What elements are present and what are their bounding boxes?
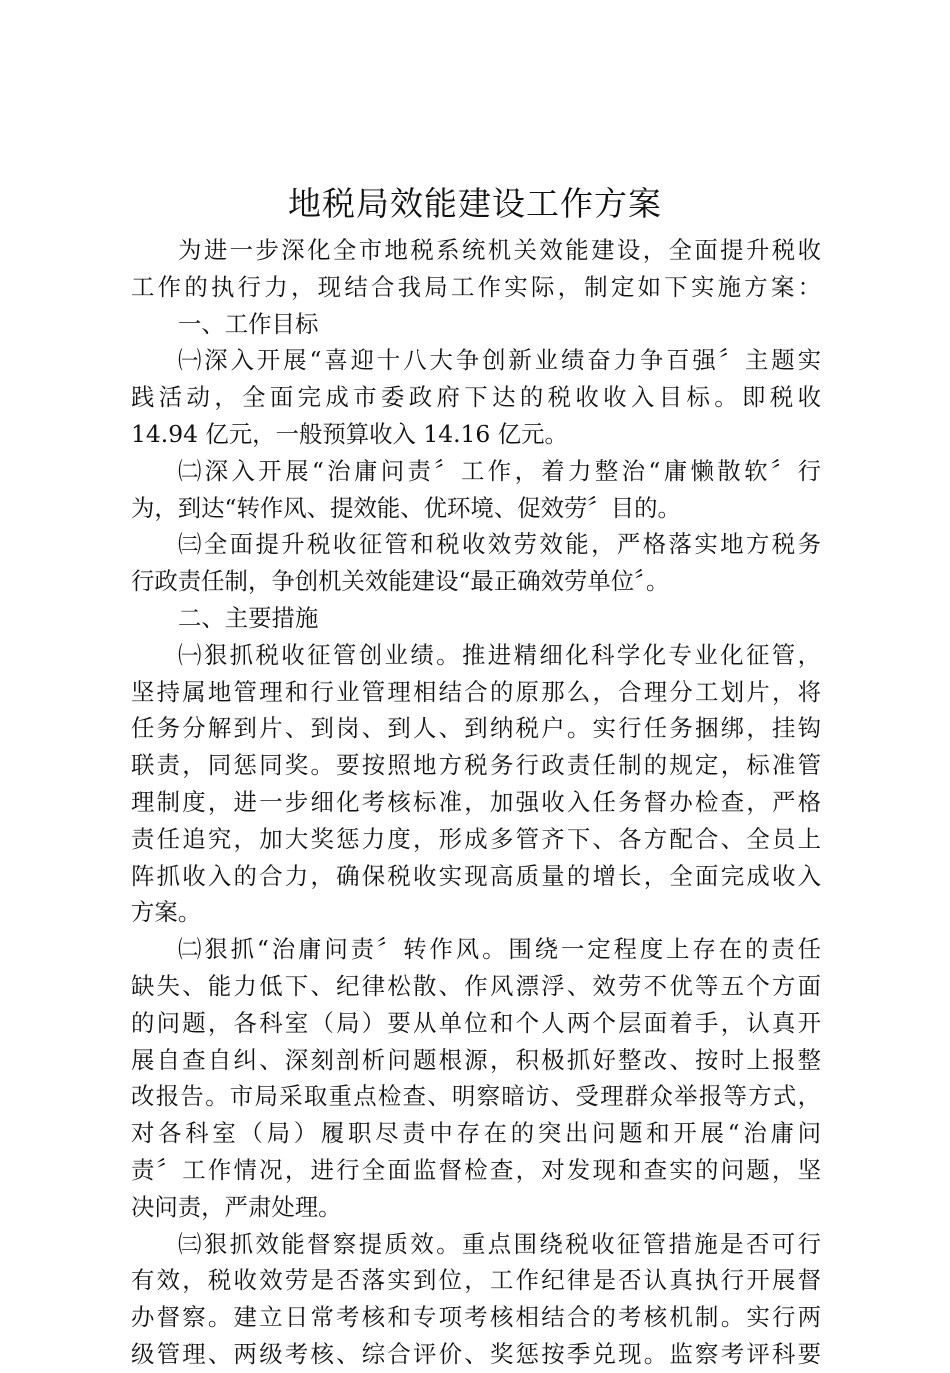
paragraph-line: 行政责任制，争创机关效能建设“最正确效劳单位〞。 — [131, 567, 670, 596]
document-title: 地税局效能建设工作方案 — [288, 184, 662, 223]
document-body — [131, 232, 821, 1373]
paragraph-line: 改报告。市局采取重点检查、明察暗访、受理群众举报等方式， — [131, 1082, 821, 1111]
paragraph-line: 决问责，严肃处理。 — [131, 1192, 342, 1221]
paragraph-line: ㈡深入开展“治庸问责〞工作，着力整治“庸懒散软〞行 — [178, 456, 821, 485]
paragraph-line: 办督察。建立日常考核和专项考核相结合的考核机制。实行两 — [131, 1303, 821, 1332]
paragraph-line: ㈢全面提升税收征管和税收效劳效能，严格落实地方税务 — [178, 530, 821, 559]
paragraph-line: ㈠深入开展“喜迎十八大争创新业绩奋力争百强〞主题实 — [178, 346, 821, 375]
paragraph-line: 工作的执行力，现结合我局工作实际，制定如下实施方案： — [131, 272, 821, 301]
paragraph-line: 阵抓收入的合力，确保税收实现高质量的增长，全面完成收入 — [131, 861, 821, 890]
paragraph-line: 责任追究，加大奖惩力度，形成多管齐下、各方配合、全员上 — [131, 824, 821, 853]
paragraph-line: 坚持属地管理和行业管理相结合的原那么，合理分工划片，将 — [131, 677, 821, 706]
paragraph-line: 为，到达“转作风、提效能、优环境、促效劳〞目的。 — [131, 493, 681, 522]
section-heading: 一、工作目标 — [178, 309, 319, 338]
paragraph-line: 的问题，各科室（局）要从单位和个人两个层面着手，认真开 — [131, 1008, 821, 1037]
paragraph-line: ㈠狠抓税收征管创业绩。推进精细化科学化专业化征管， — [178, 640, 821, 669]
paragraph-line: 级管理、两级考核、综合评价、奖惩按季兑现。监察考评科要 — [131, 1339, 821, 1368]
paragraph-line: 14.94 亿元，一般预算收入 14.16 亿元。 — [131, 419, 568, 448]
paragraph-line: 任务分解到片、到岗、到人、到纳税户。实行任务捆绑，挂钩 — [131, 714, 821, 743]
paragraph-line: 展自查自纠、深刻剖析问题根源，积极抓好整改、按时上报整 — [131, 1045, 821, 1074]
section-heading: 二、主要措施 — [178, 603, 319, 632]
paragraph-line: 缺失、能力低下、纪律松散、作风漂浮、效劳不优等五个方面 — [131, 971, 821, 1000]
paragraph-line: 理制度，进一步细化考核标准，加强收入任务督办检查，严格 — [131, 787, 821, 816]
paragraph-line: 方案。 — [131, 898, 202, 927]
paragraph-line: ㈡狠抓“治庸问责〞转作风。围绕一定程度上存在的责任 — [178, 935, 821, 964]
paragraph-line: 对各科室（局）履职尽责中存在的突出问题和开展“治庸问 — [131, 1119, 821, 1148]
paragraph-line: 责〞工作情况，进行全面监督检查，对发现和查实的问题，坚 — [131, 1155, 821, 1184]
paragraph-line: 联责，同惩同奖。要按照地方税务行政责任制的规定，标准管 — [131, 751, 821, 780]
paragraph-line: ㈢狠抓效能督察提质效。重点围绕税收征管措施是否可行 — [178, 1229, 821, 1258]
paragraph-line: 有效，税收效劳是否落实到位，工作纪律是否认真执行开展督 — [131, 1266, 821, 1295]
paragraph-line: 践活动，全面完成市委政府下达的税收收入目标。即税收 — [131, 383, 821, 412]
paragraph-line: 为进一步深化全市地税系统机关效能建设，全面提升税收 — [178, 236, 821, 264]
